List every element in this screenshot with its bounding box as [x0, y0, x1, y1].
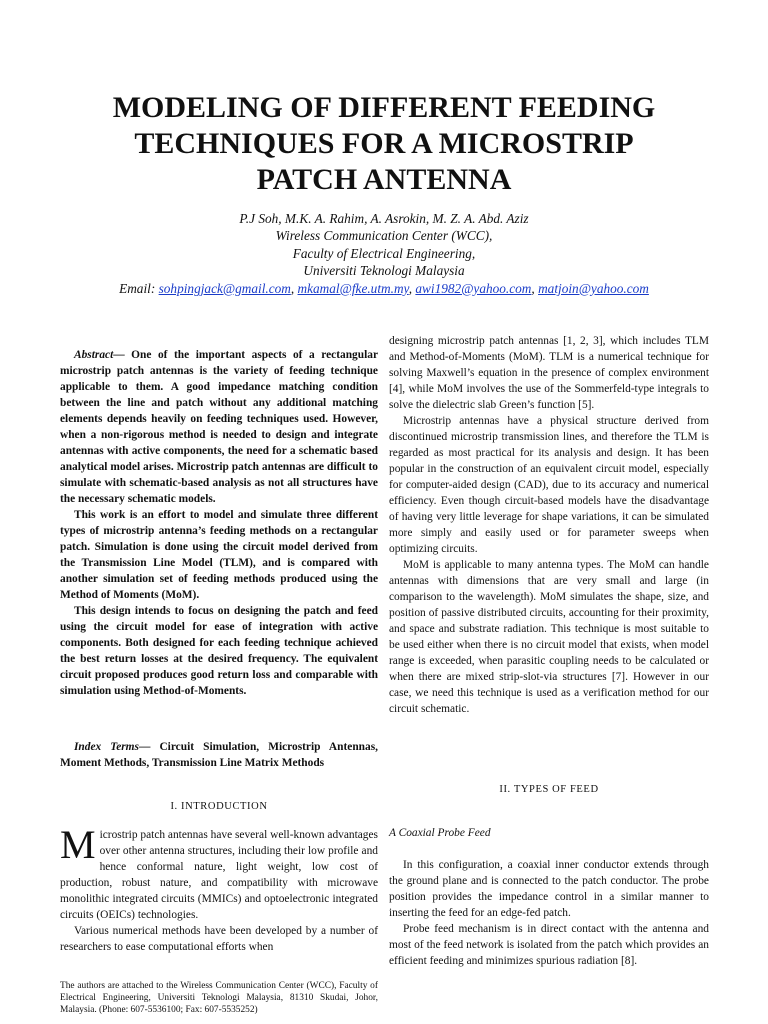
email-link-3[interactable]: awi1982@yahoo.com — [415, 280, 532, 296]
index-terms-label: Index Terms — [74, 741, 139, 753]
affiliation-faculty: Faculty of Electrical Engineering, — [292, 245, 476, 261]
right-paragraph-3: MoM is applicable to many antenna types. The MoM can handle antennas with dimensions that are very small and large (in comparison to the wavelength). MoM simulates the shape, size, and position of passive distributed circuits, accounting for their proximity, and space and substrate radiation. This technique is most suitable to be used either when there is no circuit model that exists, when model range is exceeded, when parasitic coupling needs to be calculated or when there are mixed strip-slot-via structures [7]. However in our case, we need this technique is used as a verification method for our circuit schematic. — [389, 559, 709, 715]
affiliation-university: Universiti Teknologi Malaysia — [303, 263, 465, 279]
author-names: P.J Soh, M.K. A. Rahim, A. Asrokin, M. Z. A. Abd. Aziz — [239, 211, 529, 226]
right-paragraph-2: Microstrip antennas have a physical structure derived from discontinued microstrip transmission lines, and therefore the TLM is regarded as most practical for its analysis and design. It has been popular in the construction of an equivalent circuit model, especially for computer-aided design (CAD), due to its accuracy and numerical efficiency. Even though circuit-based models have the disadvantage of having very little leverage for shape variations, it can be simulated more simply and easily used or for parameter sweeps when optimizing circuits. — [389, 415, 709, 555]
email-link-2[interactable]: mkamal@fke.utm.my — [297, 280, 409, 296]
section-heading-types-of-feed: II. TYPES OF FEED — [499, 784, 599, 795]
title-line-2: TECHNIQUES FOR A MICROSTRIP — [134, 127, 634, 160]
intro-paragraph-1: Microstrip patch antennas have several well-known advantages over other antenna structures, including their low profile and hence conformal nature, light weight, low cost of production, robust nature, and compatibility with microwave monolithic integrated circuits (MMICs) and optoelectronic integrated circuits (OEICs) technologies. — [60, 822, 378, 921]
right-paragraph-5: Probe feed mechanism is in direct contact with the antenna and most of the feed network is isolated from the patch which provides an efficient feeding and minimizes spurious radiation [8]. — [389, 923, 709, 967]
email-link-4[interactable]: matjoin@yahoo.com — [538, 280, 649, 296]
drop-cap: M — [60, 822, 96, 867]
subsection-heading-coaxial: A Coaxial Probe Feed — [389, 827, 491, 839]
paper-title — [40, 90, 728, 198]
footnote: The authors are attached to the Wireless Communication Center (WCC), Faculty of Electrical Engineering, Universiti Teknologi Malaysia, 81310 Skudai, Johor, Malaysia. (Phone: 607-5536100; Fax: 607-5535252) — [60, 981, 378, 1015]
section-introduction — [60, 799, 378, 815]
right-paragraph-1: designing microstrip patch antennas [1, 2, 3], which includes TLM and Method-of-Moments (MoM). TLM is a numerical technique for solving Maxwell’s equation in the presence of complex environment [4], while MoM involves the use of the Sommerfeld-type integrals to solve the dielectric slab Green’s function [5]. — [389, 335, 709, 411]
affiliation-center: Wireless Communication Center (WCC), — [275, 228, 493, 244]
abstract-paragraph-2: This work is an effort to model and simulate three different types of microstrip antenna’s feeding methods on a rectangular patch. Simulation is done using the circuit model derived from the Transmission Line Model (TLM), and is compared with another simulation set of feeding methods produced using the Method of Moments (MoM). — [60, 509, 378, 601]
section-types-of-feed — [389, 782, 709, 798]
subsection-coaxial — [389, 825, 709, 841]
email-link-1[interactable]: sohpingjack@gmail.com — [158, 280, 291, 296]
abstract-label: Abstract — [74, 349, 114, 361]
intro-paragraph-2: Various numerical methods have been developed by a number of researchers to ease computational efforts when — [60, 925, 378, 953]
section-heading-introduction: I. INTRODUCTION — [170, 801, 268, 812]
right-paragraph-4: In this configuration, a coaxial inner conductor extends through the ground plane and is connected to the patch conductor. The probe position provides the impedance control in a similar manner to inserting the feed for an edge-fed patch. — [389, 859, 709, 919]
email-label: Email: — [119, 280, 156, 296]
introduction-body — [60, 822, 378, 955]
abstract-text-1: One of the important aspects of a rectangular microstrip patch antennas is the variety of feeding technique applicable to them. A good impedance matching condition between the line and patch without any additional matching elements depends heavily on feeding techniques used. However, when a non-rigorous method is needed to design and integrate antennas with active components, the need for a schematic based analytical model arises. Microstrip patch antennas are difficult to simulate with schematic-based analysis as not all structures have the necessary schematic models. — [60, 349, 378, 505]
abstract-paragraph-1: Abstract— One of the important aspects of a rectangular microstrip patch antennas is the variety of feeding technique applicable to them. A good impedance matching condition between the line and patch without any additional matching elements depends heavily on feeding techniques used. However, when a non-rigorous method is needed to design and integrate antennas with active components, the need for a schematic based analytical model arises. Microstrip patch antennas are difficult to simulate with schematic-based analysis as not all structures have the necessary schematic models. — [60, 349, 378, 505]
index-terms: Index Terms— Circuit Simulation, Microstrip Antennas, Moment Methods, Transmission Line Matrix Methods — [60, 741, 378, 769]
author-block — [40, 210, 728, 297]
coaxial-body — [389, 857, 709, 969]
index-terms-text: Circuit Simulation, Microstrip Antennas, Moment Methods, Transmission Line Matrix Methods — [60, 741, 378, 769]
right-column — [389, 333, 709, 717]
left-column — [60, 347, 378, 699]
title-line-3: PATCH ANTENNA — [256, 163, 512, 196]
title-line-1: MODELING OF DIFFERENT FEEDING — [112, 91, 656, 124]
email-line: Email: sohpingjack@gmail.com, mkamal@fke.utm.my, awi1982@yahoo.com, matjoin@yahoo.com — [119, 280, 649, 296]
abstract-paragraph-3: This design intends to focus on designing the patch and feed using the circuit model for ease of integration with active components. Both designed for each feeding technique achieved the best return losses at the desired frequency. The equivalent circuit proposed produces good return loss and comparable with simulation using Method-of-Moments. — [60, 605, 378, 697]
